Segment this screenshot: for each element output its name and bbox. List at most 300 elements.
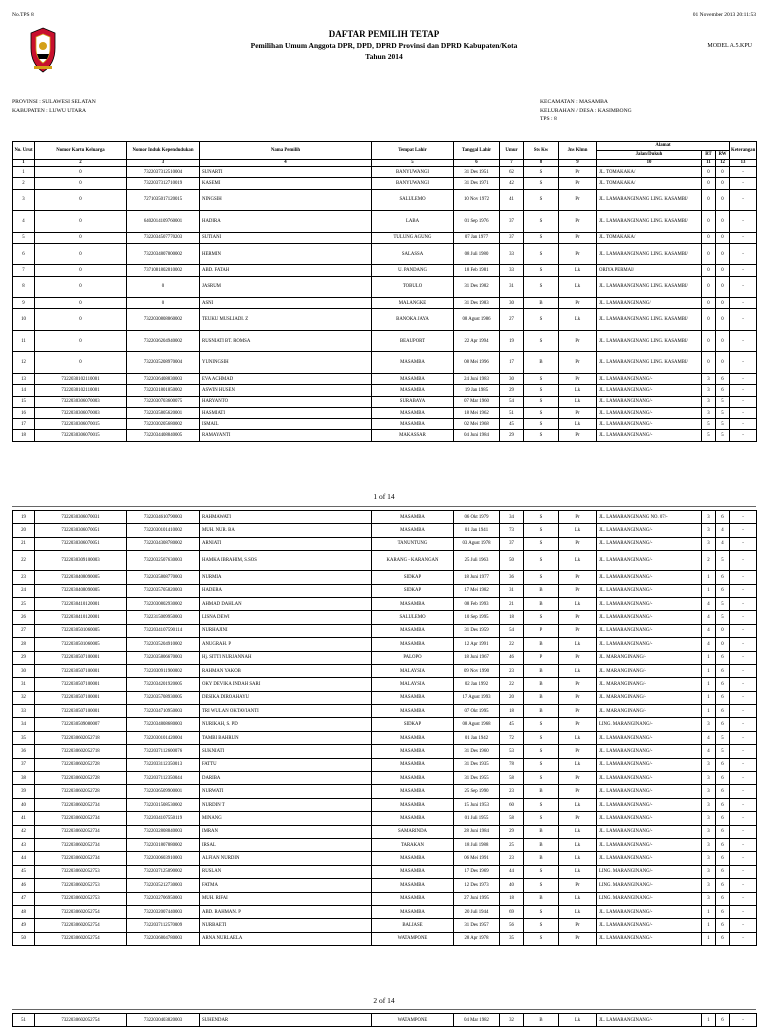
birth-place: MASAMBA <box>372 892 454 905</box>
rt: 0 <box>702 330 716 352</box>
rw: 6 <box>716 571 730 584</box>
address: LING. MARANGINANG/- <box>597 865 702 878</box>
voter-name: SUNARTI <box>200 167 372 178</box>
location-right <box>540 98 632 124</box>
marital-status: S <box>524 309 559 331</box>
voter-name: NINGSIH <box>200 189 372 211</box>
table-row <box>13 905 757 918</box>
gender: Lk <box>559 551 597 571</box>
marital-status: S <box>524 772 559 785</box>
marital-status: S <box>524 524 559 537</box>
nik-number: 7322036408830003 <box>127 373 200 384</box>
rw: 5 <box>716 407 730 418</box>
voter-name: SUKNIATI <box>200 745 372 758</box>
age: 19 <box>500 330 524 352</box>
gender: Pr <box>559 785 597 798</box>
marital-status: S <box>524 211 559 233</box>
marital-status: S <box>524 731 559 744</box>
kk-number: 7322030507100001 <box>35 691 127 704</box>
birth-date: 15 Juni 1953 <box>454 798 500 811</box>
voter-name: ABD. RAHMAN. P <box>200 905 372 918</box>
address: JL. LAMARANGINANG/- <box>597 772 702 785</box>
row-no: 26 <box>13 611 35 624</box>
birth-date: 04 Mar 1982 <box>454 1014 500 1027</box>
marital-status: S <box>524 718 559 731</box>
gender: Lk <box>559 419 597 430</box>
address: JL. LAMARANGINANG/- <box>597 905 702 918</box>
address: LING. MARANGINANG/- <box>597 879 702 892</box>
birth-date: 02 Mei 1968 <box>454 419 500 430</box>
address: JL. LAMARANGINANG/- <box>597 551 702 571</box>
remarks: - <box>730 865 757 878</box>
age: 23 <box>500 664 524 677</box>
gender: Lk <box>559 265 597 276</box>
birth-date: 17 Des 1969 <box>454 865 500 878</box>
voter-name: HADERA <box>200 584 372 597</box>
table-row <box>13 705 757 718</box>
row-no: 7 <box>13 265 35 276</box>
age: 78 <box>500 758 524 771</box>
table-row <box>13 785 757 798</box>
nik-number: 0 <box>127 276 200 298</box>
table-row <box>13 430 757 441</box>
birth-place: TARAKAN <box>372 838 454 851</box>
rt: 3 <box>702 524 716 537</box>
birth-date: 25 Sep 1990 <box>454 785 500 798</box>
table-row <box>13 419 757 430</box>
birth-date: 02 Jan 1992 <box>454 678 500 691</box>
row-no: 44 <box>13 852 35 865</box>
voter-name: YUNINGSIH <box>200 352 372 374</box>
rw: 5 <box>716 731 730 744</box>
voter-name: RAHMAWATI <box>200 511 372 524</box>
address: JL. LAMARANGINANG/- <box>597 373 702 384</box>
col-ket: Keterangan <box>730 142 757 160</box>
row-no: 49 <box>13 919 35 932</box>
rw: 5 <box>716 745 730 758</box>
address: JL. LAMARANGINANG/- <box>597 584 702 597</box>
rw: 6 <box>716 879 730 892</box>
remarks: - <box>730 651 757 664</box>
remarks: - <box>730 905 757 918</box>
birth-date: 20 Juli 1944 <box>454 905 500 918</box>
rw: 0 <box>716 330 730 352</box>
table-row <box>13 189 757 211</box>
column-number: 2 <box>35 160 127 167</box>
marital-status: S <box>524 571 559 584</box>
nik-number: 7322035708930005 <box>127 691 200 704</box>
age: 33 <box>500 265 524 276</box>
rt: 3 <box>702 511 716 524</box>
remarks: - <box>730 919 757 932</box>
age: 53 <box>500 745 524 758</box>
age: 42 <box>500 178 524 189</box>
age: 22 <box>500 638 524 651</box>
rw: 6 <box>716 385 730 396</box>
gender: Pr <box>559 571 597 584</box>
rw: 5 <box>716 611 730 624</box>
voter-name: RAHMAN YAKOB <box>200 664 372 677</box>
address: JL. MARANGINANG/- <box>597 664 702 677</box>
voter-name: ARNIATI <box>200 537 372 550</box>
marital-status: S <box>524 879 559 892</box>
kk-number: 7322030501060005 <box>35 624 127 637</box>
remarks: - <box>730 678 757 691</box>
address: JL. MARANGINANG/- <box>597 691 702 704</box>
row-no: 31 <box>13 678 35 691</box>
rw: 5 <box>716 597 730 610</box>
marital-status: S <box>524 511 559 524</box>
remarks: - <box>730 537 757 550</box>
birth-date: 07 Mar 1960 <box>454 396 500 407</box>
kk-number: 0 <box>35 298 127 309</box>
address: JL. LAMARANGINANG/- <box>597 385 702 396</box>
row-no: 8 <box>13 276 35 298</box>
rt: 4 <box>702 624 716 637</box>
voter-table-page-2 <box>12 510 757 946</box>
row-no: 20 <box>13 524 35 537</box>
birth-date: 03 Agust 1978 <box>454 537 500 550</box>
rw: 0 <box>716 178 730 189</box>
marital-status: B <box>524 298 559 309</box>
gender: Pr <box>559 178 597 189</box>
birth-place: MASAMBA <box>372 772 454 785</box>
gender: Pr <box>559 167 597 178</box>
age: 56 <box>500 919 524 932</box>
birth-date: 27 Juni 1995 <box>454 892 500 905</box>
rw: 6 <box>716 785 730 798</box>
table-row <box>13 330 757 352</box>
row-no: 2 <box>13 178 35 189</box>
col-tempat: Tempat Lahir <box>372 142 454 160</box>
remarks: - <box>730 243 757 265</box>
row-no: 1 <box>13 167 35 178</box>
birth-place: MASAMBA <box>372 865 454 878</box>
rt: 3 <box>702 825 716 838</box>
marital-status: S <box>524 611 559 624</box>
rw: 6 <box>716 718 730 731</box>
age: 50 <box>500 551 524 571</box>
birth-date: 18 Mei 1962 <box>454 407 500 418</box>
marital-status: S <box>524 385 559 396</box>
voter-name: TAMBI BAHRUN <box>200 731 372 744</box>
marital-status: S <box>524 373 559 384</box>
gender: Lk <box>559 838 597 851</box>
address: JL. LAMARANGINANG/- <box>597 825 702 838</box>
gender: Pr <box>559 211 597 233</box>
nik-number: 7322035705820003 <box>127 584 200 597</box>
table-row <box>13 651 757 664</box>
remarks: - <box>730 852 757 865</box>
kk-number: 7322030602052734 <box>35 852 127 865</box>
voter-name: KASEMI <box>200 178 372 189</box>
voter-name: TEUKU MUSLIADI. Z <box>200 309 372 331</box>
table-row <box>13 276 757 298</box>
rw: 0 <box>716 211 730 233</box>
birth-place: TULUNG AGUNG <box>372 232 454 243</box>
remarks: - <box>730 838 757 851</box>
gender: Pr <box>559 330 597 352</box>
marital-status: B <box>524 825 559 838</box>
location-left <box>12 98 96 115</box>
kk-number: 0 <box>35 178 127 189</box>
col-jk: Jns Klmn <box>559 142 597 160</box>
gender: Pr <box>559 189 597 211</box>
nik-number: 7322030205680002 <box>127 419 200 430</box>
birth-place: BANOKA JAYA <box>372 309 454 331</box>
rw: 6 <box>716 1014 730 1027</box>
kk-number: 0 <box>35 189 127 211</box>
age: 62 <box>500 167 524 178</box>
document-title: DAFTAR PEMILIH TETAP <box>328 29 440 39</box>
remarks: - <box>730 178 757 189</box>
age: 35 <box>500 932 524 945</box>
voter-name: OKY DEVIKA INDAH SARI <box>200 678 372 691</box>
birth-place: MASAMBA <box>372 385 454 396</box>
nik-number: 7322034308780002 <box>127 537 200 550</box>
nik-number: 7322037112350044 <box>127 772 200 785</box>
kk-number: 0 <box>35 167 127 178</box>
nik-number: 7322030101420004 <box>127 731 200 744</box>
kk-number: 7322030602052728 <box>35 772 127 785</box>
rw: 0 <box>716 298 730 309</box>
birth-date: 18 Juni 1967 <box>454 651 500 664</box>
rw: 5 <box>716 396 730 407</box>
birth-date: 08 Juli 1980 <box>454 243 500 265</box>
rt: 3 <box>702 865 716 878</box>
rt: 4 <box>702 597 716 610</box>
rt: 3 <box>702 798 716 811</box>
table-row <box>13 731 757 744</box>
rw: 6 <box>716 905 730 918</box>
voter-name: NURHAJINI <box>200 624 372 637</box>
row-no: 5 <box>13 232 35 243</box>
table-row <box>13 838 757 851</box>
birth-place: SIDKAP <box>372 718 454 731</box>
marital-status: B <box>524 691 559 704</box>
remarks: - <box>730 798 757 811</box>
table-row <box>13 571 757 584</box>
kk-number: 0 <box>35 352 127 374</box>
birth-date: 31 Des 1957 <box>454 919 500 932</box>
nik-number: 7322036509900001 <box>127 785 200 798</box>
age: 46 <box>500 651 524 664</box>
nik-number: 7322034808680003 <box>127 718 200 731</box>
marital-status: S <box>524 551 559 571</box>
birth-place: WATAMPONE <box>372 932 454 945</box>
marital-status: S <box>524 419 559 430</box>
age: 30 <box>500 298 524 309</box>
row-no: 14 <box>13 385 35 396</box>
rt: 3 <box>702 772 716 785</box>
column-number: 13 <box>730 160 757 167</box>
row-no: 30 <box>13 664 35 677</box>
birth-date: 17 Mei 1982 <box>454 584 500 597</box>
gender: Lk <box>559 731 597 744</box>
address: JL. LAMARANGINANG/- <box>597 812 702 825</box>
birth-date: 31 Des 1960 <box>454 745 500 758</box>
row-no: 33 <box>13 705 35 718</box>
nik-number: 7322037112570009 <box>127 919 200 932</box>
nik-number: 7322035204910002 <box>127 638 200 651</box>
gender: Pr <box>559 611 597 624</box>
birth-date: 06 Mei 1991 <box>454 852 500 865</box>
rt: 3 <box>702 879 716 892</box>
voter-name: JASRUM <box>200 276 372 298</box>
row-no: 18 <box>13 430 35 441</box>
voter-name: HASMIATI <box>200 407 372 418</box>
birth-place: BANYUWANGI <box>372 178 454 189</box>
table-row <box>13 373 757 384</box>
age: 54 <box>500 396 524 407</box>
voter-name: EVA ACHMAD <box>200 373 372 384</box>
remarks: - <box>730 309 757 331</box>
row-no: 48 <box>13 905 35 918</box>
rw: 6 <box>716 584 730 597</box>
row-no: 51 <box>13 1014 35 1027</box>
row-no: 35 <box>13 731 35 744</box>
kk-number: 7322030507100001 <box>35 705 127 718</box>
age: 23 <box>500 785 524 798</box>
birth-place: WATAMPONE <box>372 1014 454 1027</box>
nik-number: 7322030703600075 <box>127 396 200 407</box>
birth-place: U. PANDANG <box>372 265 454 276</box>
column-number: 8 <box>524 160 559 167</box>
voter-table-page-1 <box>12 141 757 442</box>
rt: 1 <box>702 1014 716 1027</box>
voter-name: ALFIAN NURDIN <box>200 852 372 865</box>
voter-name: DESIKA DIROAHAYU <box>200 691 372 704</box>
remarks: - <box>730 705 757 718</box>
marital-status: S <box>524 265 559 276</box>
table-row <box>13 919 757 932</box>
nik-number: 7322034201920005 <box>127 678 200 691</box>
marital-status: B <box>524 852 559 865</box>
rt: 1 <box>702 705 716 718</box>
rt: 1 <box>702 691 716 704</box>
column-number: 11 <box>702 160 716 167</box>
kk-number: 7322030306070051 <box>35 524 127 537</box>
voter-name: MINANG <box>200 812 372 825</box>
table-row <box>13 798 757 811</box>
voter-name: ANUGRAH. P <box>200 638 372 651</box>
rt: 1 <box>702 664 716 677</box>
rw: 6 <box>716 798 730 811</box>
voter-name: ASWIN HUSEN <box>200 385 372 396</box>
gender: Lk <box>559 276 597 298</box>
rt: 0 <box>702 265 716 276</box>
row-no: 39 <box>13 785 35 798</box>
voter-name: MUH. RIFAI <box>200 892 372 905</box>
table-row <box>13 298 757 309</box>
address: JL. LAMARANGINANG/- <box>597 524 702 537</box>
voter-name: MUH. NUR. BA <box>200 524 372 537</box>
address: JL. LAMARANGINANG/- <box>597 624 702 637</box>
nik-number: 7322032507630003 <box>127 551 200 571</box>
gender: Pr <box>559 651 597 664</box>
rw: 6 <box>716 919 730 932</box>
birth-place: MASAMBA <box>372 798 454 811</box>
age: 69 <box>500 905 524 918</box>
table-row <box>13 511 757 524</box>
rt: 3 <box>702 838 716 851</box>
address: JL. LAMARANGINANG/- <box>597 785 702 798</box>
rt: 1 <box>702 571 716 584</box>
rt: 4 <box>702 731 716 744</box>
remarks: - <box>730 276 757 298</box>
nik-number: 0 <box>127 298 200 309</box>
birth-date: 31 Des 1959 <box>454 624 500 637</box>
address: JL. LAMARANGINANG/ <box>597 298 702 309</box>
table-row <box>13 638 757 651</box>
nik-number: 7322030603910003 <box>127 852 200 865</box>
table-row <box>13 243 757 265</box>
birth-date: 12 Apr 1991 <box>454 638 500 651</box>
kk-number: 7322030602052753 <box>35 865 127 878</box>
marital-status: P <box>524 651 559 664</box>
age: 60 <box>500 798 524 811</box>
marital-status: S <box>524 758 559 771</box>
age: 33 <box>500 243 524 265</box>
column-number: 5 <box>372 160 454 167</box>
rw: 6 <box>716 758 730 771</box>
voter-name: NURMIA <box>200 571 372 584</box>
rw: 6 <box>716 664 730 677</box>
address: JL. LAMARANGINANG/- <box>597 611 702 624</box>
rt: 0 <box>702 298 716 309</box>
nik-number: 7322035808770003 <box>127 571 200 584</box>
kk-number: 7322030602052734 <box>35 798 127 811</box>
row-no: 22 <box>13 551 35 571</box>
age: 40 <box>500 879 524 892</box>
kk-number: 7322030501060005 <box>35 638 127 651</box>
gender: Lk <box>559 852 597 865</box>
marital-status: B <box>524 678 559 691</box>
rw: 0 <box>716 638 730 651</box>
row-no: 27 <box>13 624 35 637</box>
rw: 4 <box>716 524 730 537</box>
marital-status: S <box>524 407 559 418</box>
remarks: - <box>730 373 757 384</box>
gender: Lk <box>559 524 597 537</box>
table-row <box>13 167 757 178</box>
page-indicator-1: 1 of 14 <box>373 492 395 501</box>
age: 18 <box>500 705 524 718</box>
birth-date: 09 Nov 1990 <box>454 664 500 677</box>
voter-name: NURBAETI <box>200 919 372 932</box>
birth-date: 31 Des 1983 <box>454 298 500 309</box>
gender: Lk <box>559 638 597 651</box>
table-row <box>13 745 757 758</box>
age: 45 <box>500 718 524 731</box>
row-no: 28 <box>13 638 35 651</box>
rt: 0 <box>702 352 716 374</box>
nik-number: 7322035212730003 <box>127 879 200 892</box>
birth-date: 04 Juni 1984 <box>454 430 500 441</box>
marital-status: B <box>524 838 559 851</box>
birth-place: SALULEMO <box>372 189 454 211</box>
birth-date: 19 Jan 1985 <box>454 385 500 396</box>
kk-number: 7322030306070031 <box>35 511 127 524</box>
gender: Pr <box>559 430 597 441</box>
rw: 6 <box>716 678 730 691</box>
voter-name: LISNA DEWI <box>200 611 372 624</box>
rt: 0 <box>702 276 716 298</box>
address: JL. LAMARANGINANG/- <box>597 597 702 610</box>
print-timestamp: 01 November 2013 20:11:53 <box>692 12 756 18</box>
rw: 0 <box>716 352 730 374</box>
table-row <box>13 825 757 838</box>
